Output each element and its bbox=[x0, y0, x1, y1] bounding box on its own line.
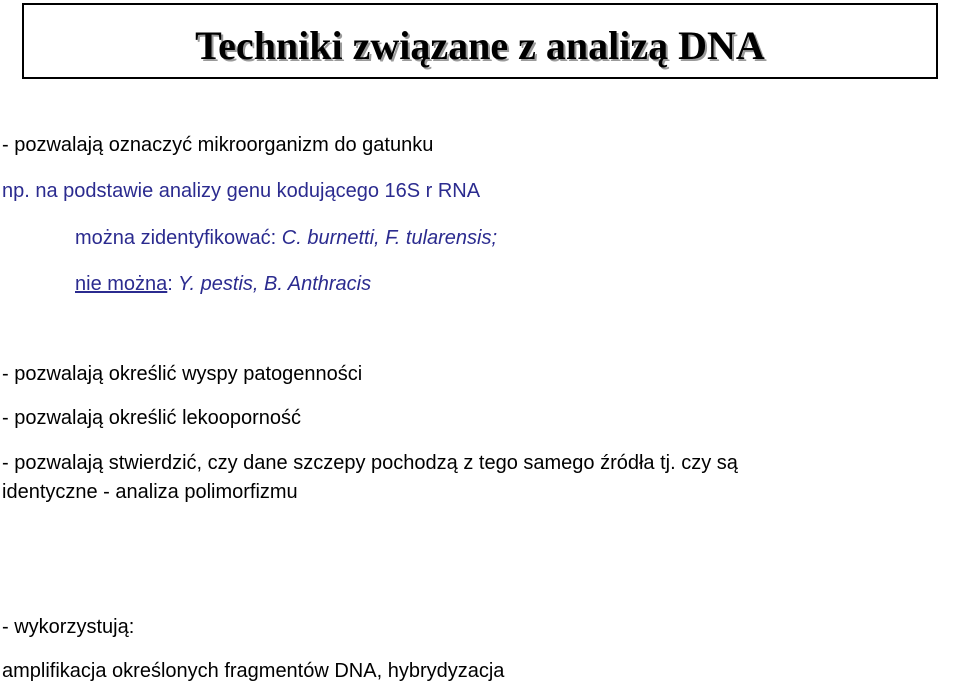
page-title: Techniki związane z analizą DNA bbox=[195, 23, 765, 68]
text-line-uses: - wykorzystują: bbox=[2, 616, 135, 638]
text-line-strain-source: - pozwalają stwierdzić, czy dane szczepy pochodzą z tego samego źródła tj. czy są bbox=[2, 452, 738, 474]
text-line-pathogenicity-islands: - pozwalają określić wyspy patogenności bbox=[2, 363, 363, 385]
text-line-species-identification: - pozwalają oznaczyć mikroorganizm do gatunku bbox=[2, 134, 434, 156]
identifiable-label: można zidentyfikować: bbox=[75, 227, 277, 249]
not-identifiable-label: nie można bbox=[75, 273, 168, 295]
not-identifiable-species: Y. pestis, B. Anthracis bbox=[172, 273, 372, 295]
not-identifiable-colon: : bbox=[167, 273, 173, 295]
text-line-not-identifiable bbox=[75, 272, 371, 296]
title-box bbox=[22, 3, 938, 79]
text-line-16s-rna: np. na podstawie analizy genu kodującego 16S r RNA bbox=[2, 180, 481, 202]
text-line-polymorphism: identyczne - analiza polimorfizmu bbox=[2, 481, 298, 503]
text-line-identifiable bbox=[75, 226, 497, 250]
text-line-amplification: amplifikacja określonych fragmentów DNA, hybrydyzacja bbox=[2, 660, 505, 682]
identifiable-species: C. burnetti, F. tularensis; bbox=[276, 227, 498, 249]
text-line-drug-resistance: - pozwalają określić lekooporność bbox=[2, 407, 302, 429]
